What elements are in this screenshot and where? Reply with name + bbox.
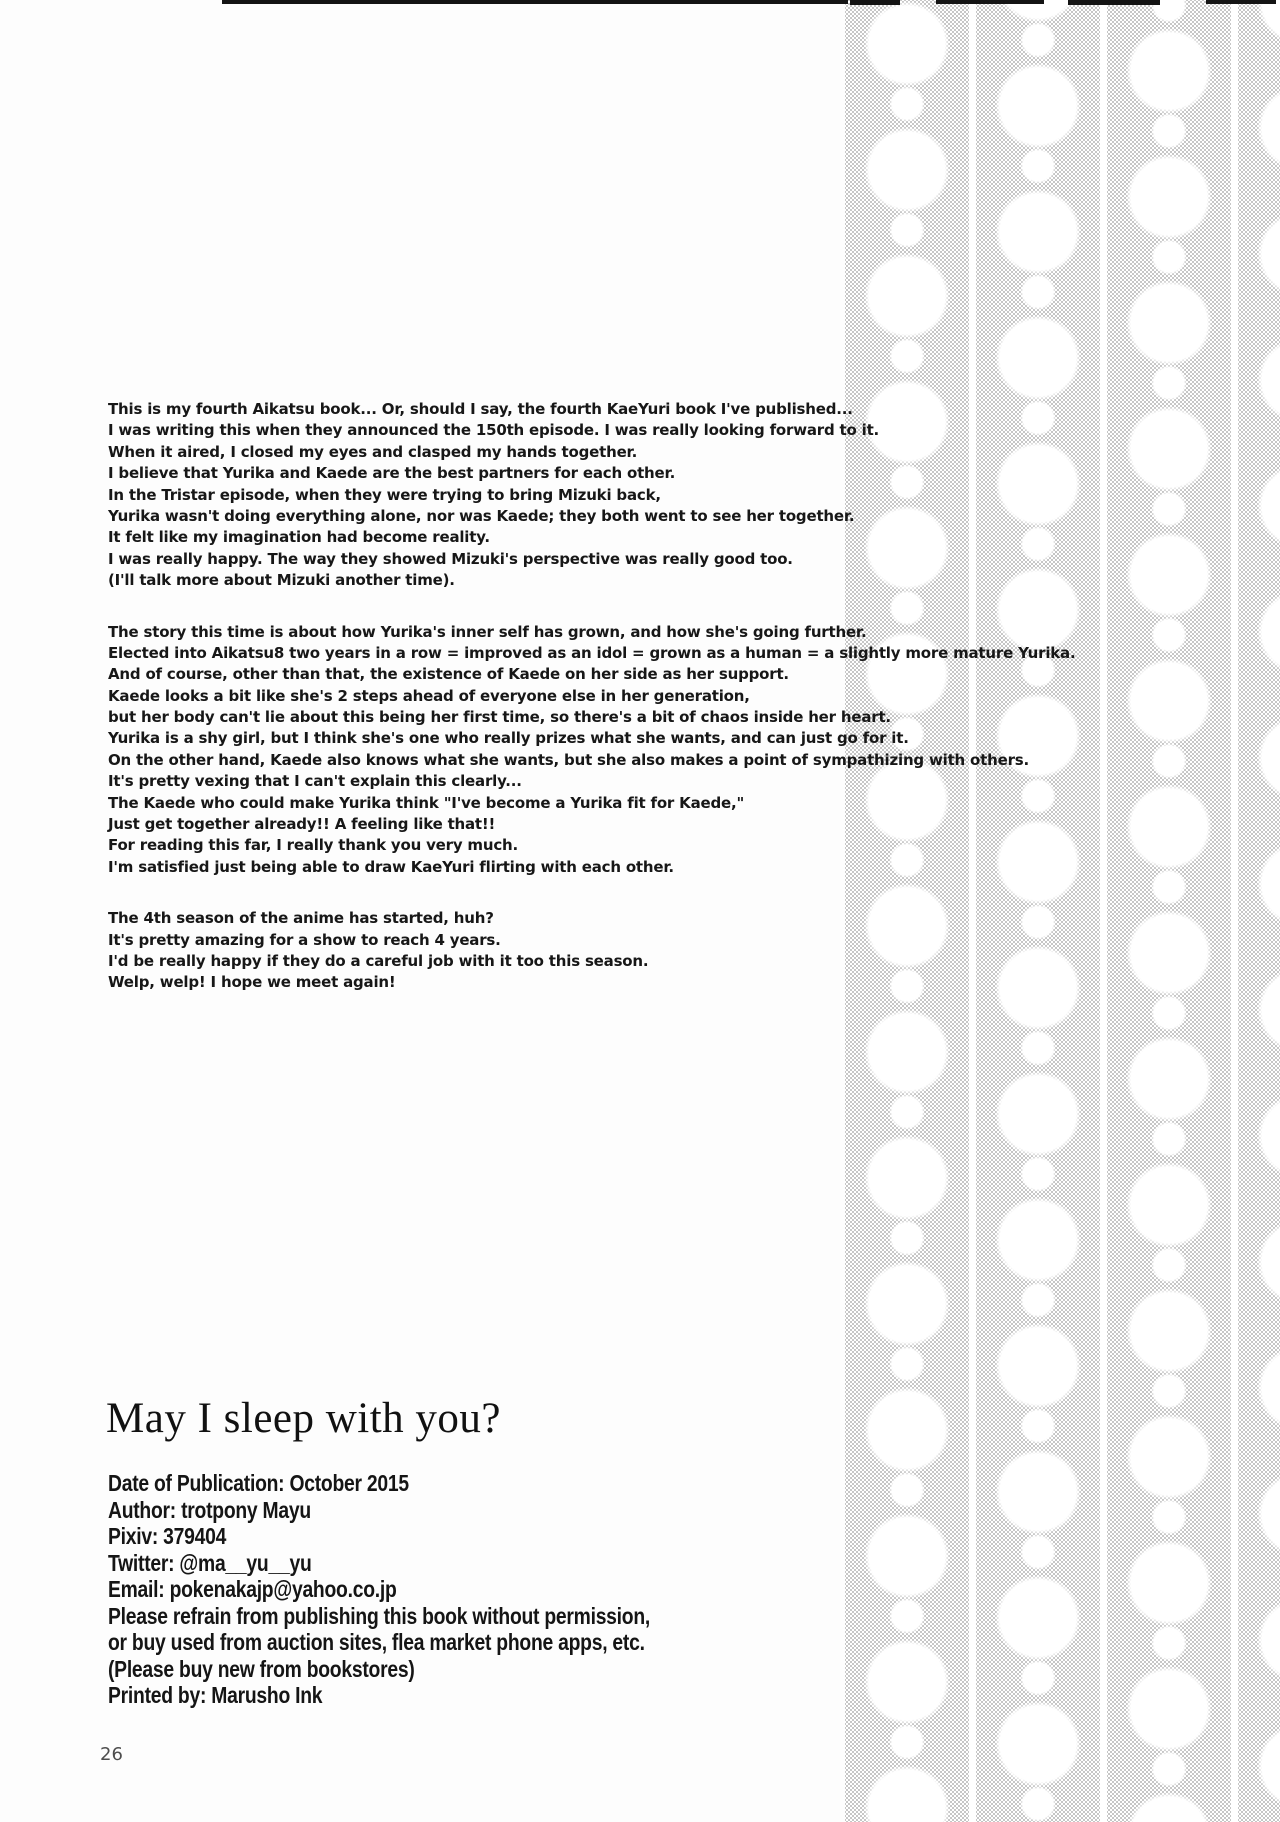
text-line: Welp, welp! I hope we meet again! xyxy=(108,973,396,992)
afterword-text xyxy=(108,399,1075,1024)
text-line: Printed by: Marusho Ink xyxy=(108,1682,323,1708)
text-line: I'm satisfied just being able to draw KaeYuri flirting with each other. xyxy=(108,857,674,876)
scan-artifact xyxy=(1068,0,1160,5)
text-line: Pixiv: 379404 xyxy=(108,1523,227,1549)
text-line: On the other hand, Kaede also knows what she wants, but she also makes a point of sympathizing with others. xyxy=(108,750,1030,769)
scan-artifact xyxy=(936,0,1044,4)
text-line: I'd be really happy if they do a careful job with it too this season. xyxy=(108,951,649,970)
text-line: (Please buy new from bookstores) xyxy=(108,1655,415,1682)
page-number: 26 xyxy=(100,1744,123,1765)
text-line: Kaede looks a bit like she's 2 steps ahead of everyone else in her generation, xyxy=(108,686,750,705)
afterword-paragraph xyxy=(108,908,1075,994)
text-line: The Kaede who could make Yurika think "I've become a Yurika fit for Kaede," xyxy=(108,793,745,812)
text-line: Please refrain from publishing this book without permission, xyxy=(108,1602,651,1629)
text-line: Yurika wasn't doing everything alone, nor was Kaede; they both went to see her together. xyxy=(108,506,855,525)
text-line: (I'll talk more about Mizuki another time). xyxy=(108,571,455,590)
text-line: Just get together already!! A feeling like that!! xyxy=(108,815,496,834)
scan-artifact xyxy=(850,0,900,5)
text-line: It felt like my imagination had become reality. xyxy=(108,528,490,547)
text-line: or buy used from auction sites, flea market phone apps, etc. xyxy=(108,1629,645,1655)
afterword-paragraph xyxy=(108,622,1075,879)
scan-artifact xyxy=(222,0,848,4)
text-line: Date of Publication: October 2015 xyxy=(108,1470,409,1496)
text-line: It's pretty vexing that I can't explain this clearly... xyxy=(108,772,522,791)
text-line: but her body can't lie about this being her first time, so there's a bit of chaos inside her heart. xyxy=(108,708,891,727)
book-title: May I sleep with you? xyxy=(106,1395,502,1442)
scan-artifact xyxy=(1206,0,1276,4)
afterword-paragraph xyxy=(108,399,1075,592)
text-line: I was writing this when they announced the 150th episode. I was really looking forward to it. xyxy=(108,421,880,440)
lace-rose-band xyxy=(1107,0,1231,1822)
text-line: Author: trotpony Mayu xyxy=(108,1496,311,1523)
colophon-block xyxy=(108,1470,650,1709)
text-line: Yurika is a shy girl, but I think she's one who really prizes what she wants, and can just go for it. xyxy=(108,729,909,748)
text-line: And of course, other than that, the existence of Kaede on her side as her support. xyxy=(108,665,789,684)
text-line: I believe that Yurika and Kaede are the best partners for each other. xyxy=(108,464,676,483)
text-line: Twitter: @ma__yu__yu xyxy=(108,1549,312,1576)
text-line: This is my fourth Aikatsu book... Or, should I say, the fourth KaeYuri book I've published... xyxy=(108,400,853,418)
text-line: In the Tristar episode, when they were trying to bring Mizuki back, xyxy=(108,485,661,504)
lace-rose-band xyxy=(1238,0,1280,1822)
text-line: The 4th season of the anime has started, huh? xyxy=(108,909,494,928)
text-line: For reading this far, I really thank you very much. xyxy=(108,836,519,855)
text-line: Elected into Aikatsu8 two years in a row = improved as an idol = grown as a human = a slightly more mature Yurika. xyxy=(108,643,1076,662)
text-line: The story this time is about how Yurika's inner self has grown, and how she's going further. xyxy=(108,622,867,641)
text-line: When it aired, I closed my eyes and clasped my hands together. xyxy=(108,442,638,461)
text-line: I was really happy. The way they showed Mizuki's perspective was really good too. xyxy=(108,549,793,568)
text-line: Email: pokenakajp@yahoo.co.jp xyxy=(108,1576,397,1602)
text-line: It's pretty amazing for a show to reach 4 years. xyxy=(108,930,501,949)
